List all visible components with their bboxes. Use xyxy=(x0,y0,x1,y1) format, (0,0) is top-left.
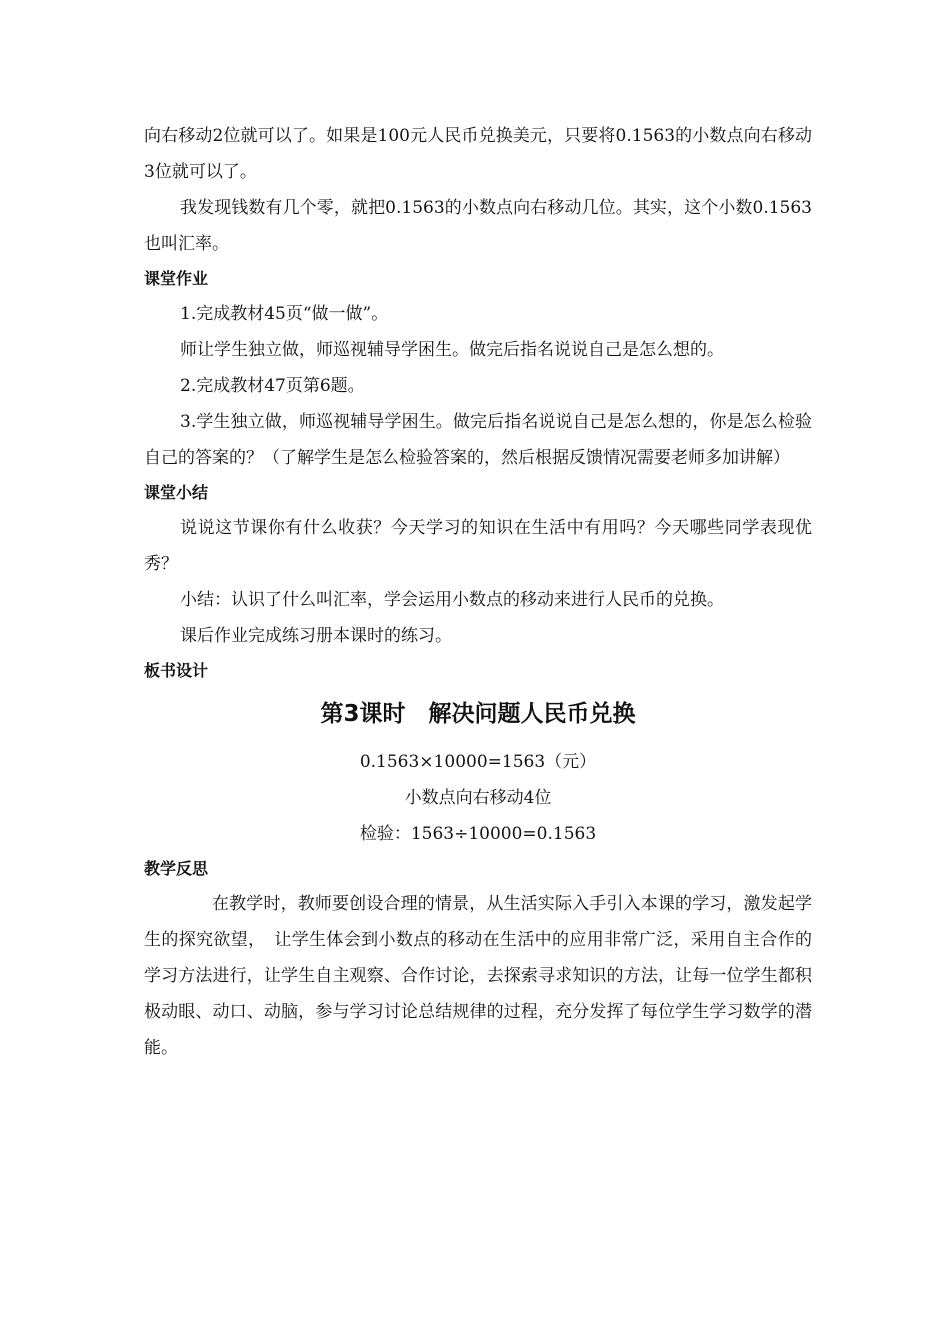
summary-question: 说说这节课你有什么收获？今天学习的知识在生活中有用吗？今天哪些同学表现优秀？ xyxy=(144,518,812,574)
classwork-item-2: 2.完成教材47页第6题。 xyxy=(180,376,365,396)
board-title: 第3课时 解决问题人民币兑换 xyxy=(320,701,636,727)
board-check: 检验：1563÷10000=0.1563 xyxy=(359,824,597,844)
summary-homework: 课后作业完成练习册本课时的练习。 xyxy=(180,626,452,646)
heading-reflection: 教学反思 xyxy=(144,859,209,878)
reflection-text: 在教学时，教师要创设合理的情景，从生活实际入手引入本课的学习，激发起学生的探究欲望， 让学生体会到小数点的移动在生活中的应用非常广泛，采用自主合作的学习方法进行，让学生自主观察、合作讨论，去探索寻求知识的方法，让每一位学生都积极动眼、动口、动脑，参与学习讨论总结规律的过程，充分发挥了每位学生学习数学的潜能。 xyxy=(144,894,812,1058)
summary-conclusion: 小结：认识了什么叫汇率，学会运用小数点的移动来进行人民币的兑换。 xyxy=(180,590,724,610)
document-body xyxy=(144,118,812,1066)
board-rule: 小数点向右移动4位 xyxy=(404,788,552,808)
classwork-item-1-note: 师让学生独立做，师巡视辅导学困生。做完后指名说说自己是怎么想的。 xyxy=(180,340,724,360)
board-equation: 0.1563×10000=1563（元） xyxy=(359,752,597,772)
classwork-item-3: 3.学生独立做，师巡视辅导学困生。做完后指名说说自己是怎么想的，你是怎么检验自己的答案的？（了解学生是怎么检验答案的，然后根据反馈情况需要老师多加讲解） xyxy=(144,412,812,468)
paragraph-exchange-explanation: 向右移动2位就可以了。如果是100元人民币兑换美元，只要将0.1563的小数点向右移动3位就可以了。 xyxy=(144,126,812,182)
heading-board-design: 板书设计 xyxy=(144,661,209,680)
heading-summary: 课堂小结 xyxy=(144,483,209,502)
classwork-item-1: 1.完成教材45页“做一做”。 xyxy=(180,304,389,324)
heading-classwork: 课堂作业 xyxy=(144,269,209,288)
paragraph-exchange-rate: 我发现钱数有几个零，就把0.1563的小数点向右移动几位。其实，这个小数0.1563也叫汇率。 xyxy=(144,198,812,254)
